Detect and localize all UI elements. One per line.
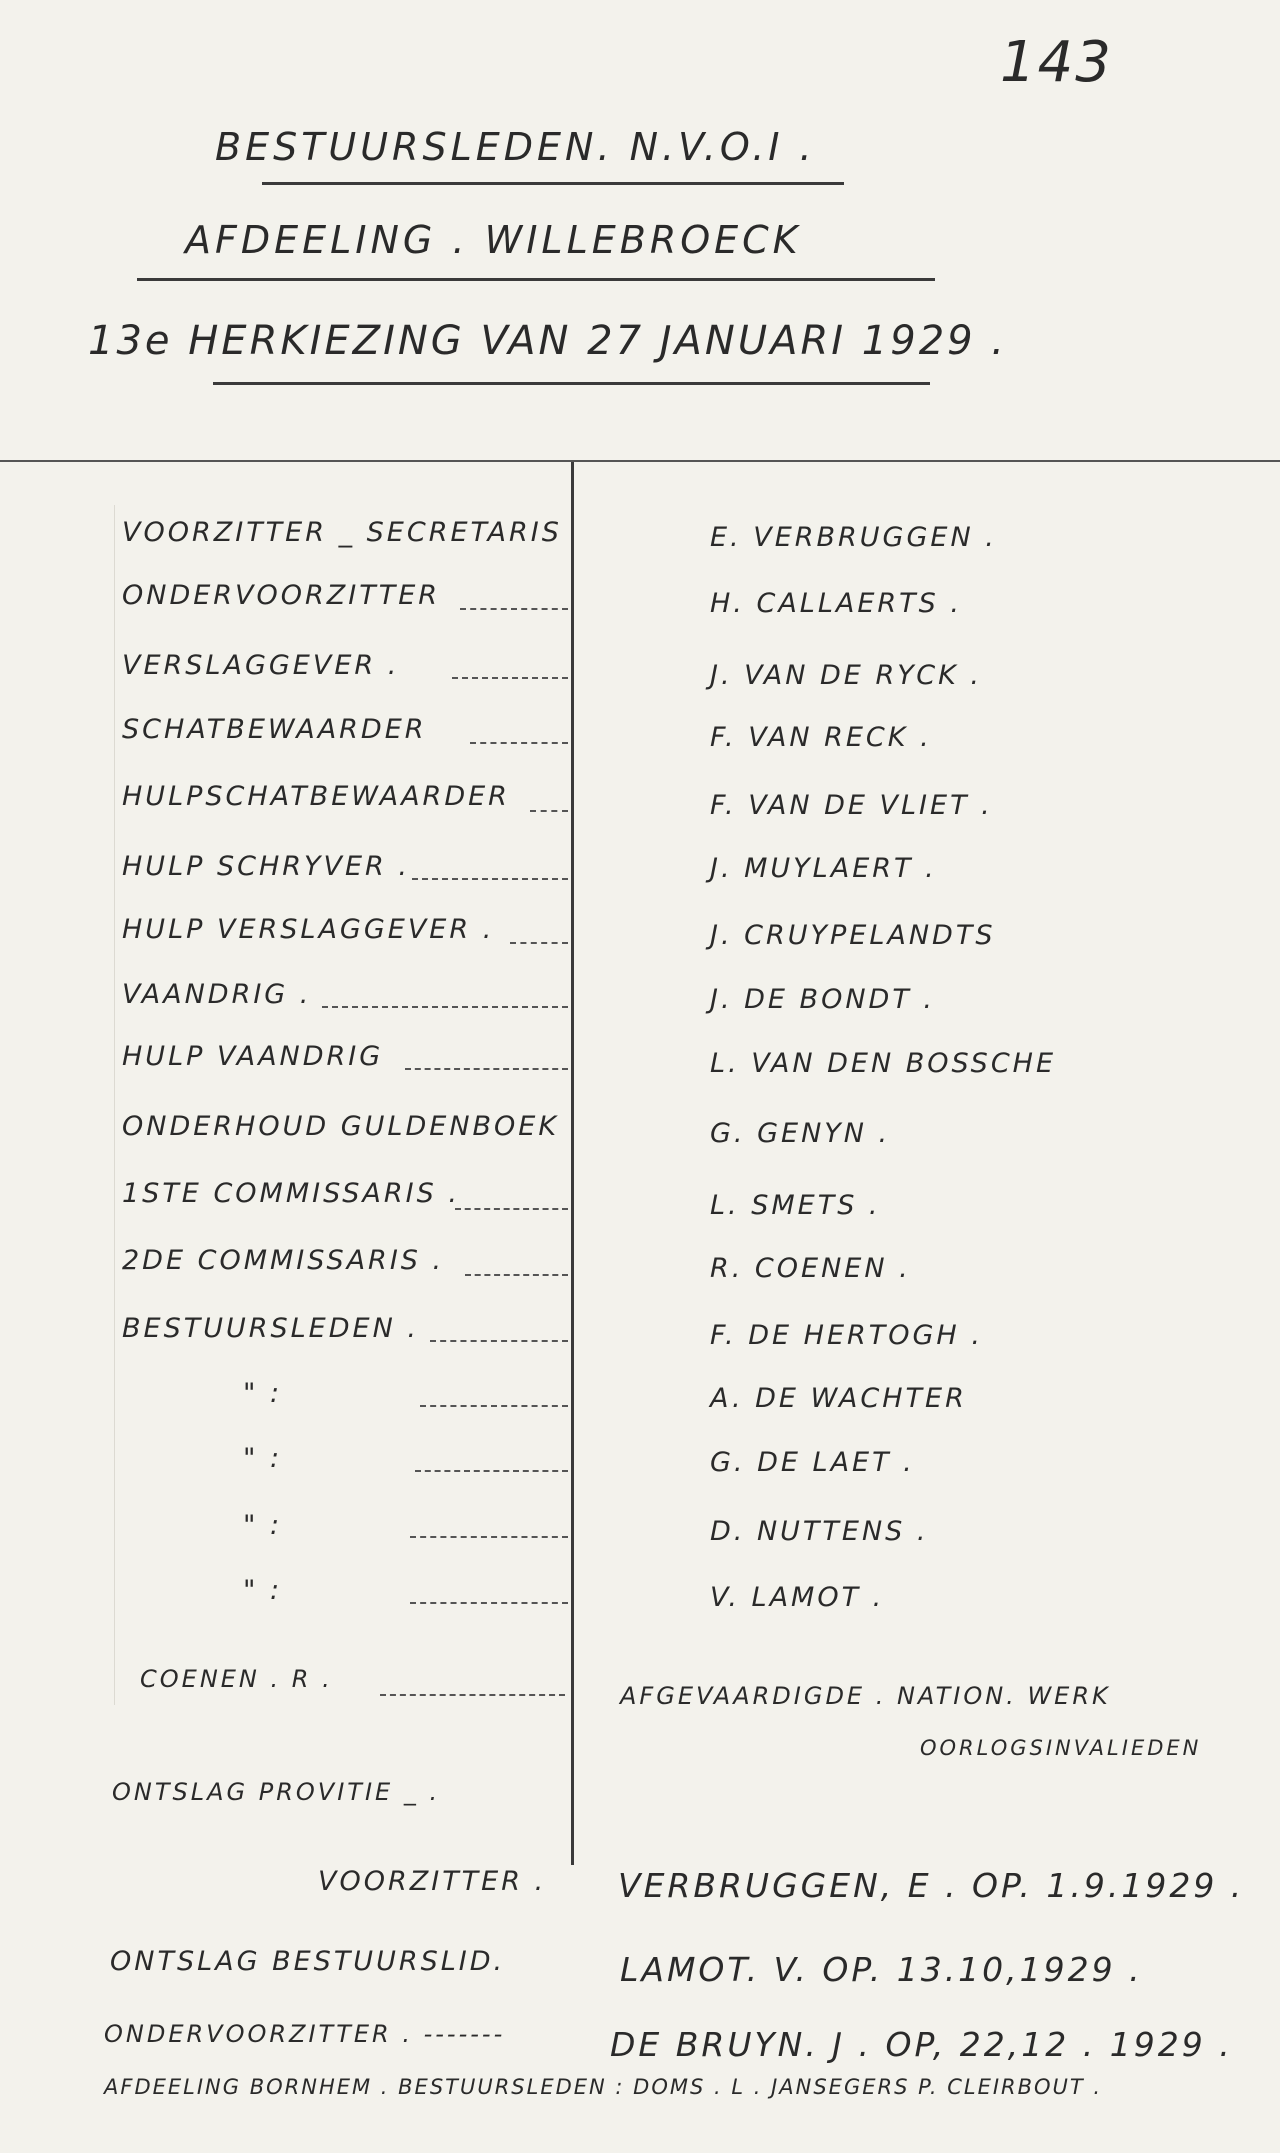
leader-dots [405,1068,568,1070]
change-label: ONDERVOORZITTER . ------- [104,2020,506,2048]
delegate-function-cont: OORLOGSINVALIEDEN [920,1736,1202,1760]
role-chairman-secretary: VOORZITTER _ SECRETARIS [122,517,562,548]
leader-dots [410,1536,568,1538]
change-value: LAMOT. V. OP. 13.10,1929 . [620,1950,1143,1989]
leader-dots [460,608,568,610]
leader-dots [415,1470,568,1472]
faint-margin-line [114,505,115,1705]
role-standard-bearer: VAANDRIG . [122,979,312,1010]
leader-dots [420,1405,568,1407]
change-value: DE BRUYN. J . OP, 22,12 . 1929 . [610,2025,1233,2064]
officer-name: L. VAN DEN BOSSCHE [710,1048,1057,1079]
leader-dots [452,677,568,679]
leader-dots [455,1208,568,1210]
officer-name: G. GENYN . [710,1118,891,1149]
officer-name: A. DE WACHTER [710,1383,967,1414]
leader-dots [530,810,568,812]
officer-name: F. DE HERTOGH . [710,1320,983,1351]
delegate-function: AFGEVAARDIGDE . NATION. WERK [620,1682,1111,1710]
role-ditto: " : [243,1378,283,1409]
title-line-1: BESTUURSLEDEN. N.V.O.I . [215,125,816,169]
title-underline-2 [137,278,935,281]
officer-name: L. SMETS . [710,1190,881,1221]
page-number: 143 [1000,30,1113,95]
role-board-members: BESTUURSLEDEN . [122,1313,419,1344]
leader-dots [380,1694,565,1696]
officer-name: E. VERBRUGGEN . [710,522,997,553]
role-ditto: " : [243,1575,283,1606]
officer-name: J. CRUYPELANDTS [710,920,996,951]
officer-name: V. LAMOT . [710,1582,885,1613]
role-second-commissioner: 2DE COMMISSARIS . [122,1245,445,1276]
officer-name: J. DE BONDT . [710,984,935,1015]
officer-name: J. MUYLAERT . [710,853,937,884]
role-treasurer: SCHATBEWAARDER [122,714,427,745]
leader-dots [412,878,568,880]
title-underline-1 [262,182,844,185]
officer-name: F. VAN RECK . [710,722,932,753]
role-ditto: " : [243,1443,283,1474]
resignation-heading: ONTSLAG PROVITIE _ . [112,1778,441,1806]
change-value: VERBRUGGEN, E . OP. 1.9.1929 . [618,1866,1245,1905]
horizontal-divider [0,460,1280,462]
role-reporter: VERSLAGGEVER . [122,650,400,681]
role-assistant-standard-bearer: HULP VAANDRIG [122,1041,384,1072]
change-label: ONTSLAG BESTUURSLID. [110,1946,506,1977]
leader-dots [410,1602,568,1604]
footer-note: AFDEELING BORNHEM . BESTUURSLEDEN : DOMS . L . JANSEGERS P. CLEIRBOUT . [104,2075,1103,2099]
leader-dots [470,742,568,744]
leader-dots [465,1274,568,1276]
delegate-person: COENEN . R . [140,1665,333,1693]
column-divider [571,462,574,1865]
officer-name: F. VAN DE VLIET . [710,790,993,821]
officer-name: R. COENEN . [710,1253,911,1284]
role-golden-book-keeper: ONDERHOUD GULDENBOEK [122,1111,560,1142]
officer-name: H. CALLAERTS . [710,588,962,619]
title-line-3: 13e HERKIEZING VAN 27 JANUARI 1929 . [88,318,1008,364]
officer-name: D. NUTTENS . [710,1516,929,1547]
officer-name: J. VAN DE RYCK . [710,660,982,691]
role-assistant-reporter: HULP VERSLAGGEVER . [122,914,495,945]
role-first-commissioner: 1STE COMMISSARIS . [122,1178,460,1209]
leader-dots [510,942,568,944]
role-assistant-treasurer: HULPSCHATBEWAARDER [122,781,510,812]
change-label: VOORZITTER . [318,1866,547,1897]
title-underline-3 [213,382,930,385]
title-line-2: AFDEELING . WILLEBROECK [185,218,802,262]
role-ditto: " : [243,1510,283,1541]
officer-name: G. DE LAET . [710,1447,915,1478]
role-vice-chairman: ONDERVOORZITTER [122,580,441,611]
leader-dots [430,1340,568,1342]
leader-dots [322,1006,568,1008]
role-assistant-secretary: HULP SCHRYVER . [122,851,410,882]
